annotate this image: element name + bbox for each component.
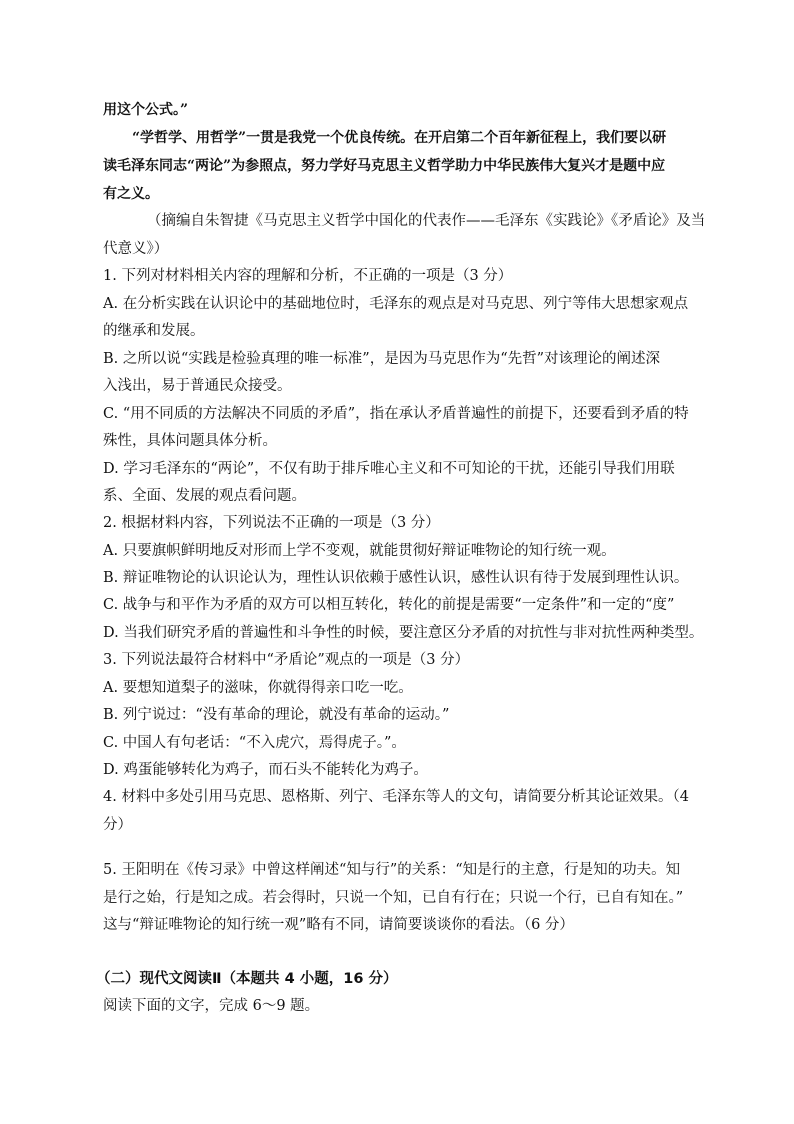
q2-option-b: B. 辩证唯物论的认识论认为，理性认识依赖于感性认识，感性认识有待于发展到理性认识。: [103, 570, 689, 586]
section-heading: （二）现代文阅读Ⅱ（本题共 4 小题，16 分）: [96, 971, 398, 987]
q1-option-d: D. 学习毛泽东的“两论”，不仅有助于排斥唯心主义和不可知论的干扰，还能引导我们用联: [103, 461, 675, 477]
q3-option-d: D. 鸡蛋能够转化为鸡子，而石头不能转化为鸡子。: [103, 762, 428, 778]
source-citation: 代意义》）: [103, 241, 169, 257]
q1-option-b: B. 之所以说“实践是检验真理的唯一标准”，是因为马克思作为“先哲”对该理论的阐述深: [103, 351, 661, 367]
q1-option-c: C. “用不同质的方法解决不同质的矛盾”，指在承认矛盾普遍性的前提下，还要看到矛盾的特: [103, 406, 689, 422]
question-4: 4. 材料中多处引用马克思、恩格斯、列宁、毛泽东等人的文句，请简要分析其论证效果。（4: [103, 789, 689, 805]
question-4: 分）: [103, 817, 132, 833]
q3-option-b: B. 列宁说过：“没有革命的理论，就没有革命的运动。”: [103, 707, 450, 723]
question-2-stem: 2. 根据材料内容，下列说法不正确的一项是（3 分）: [103, 515, 440, 531]
question-3-stem: 3. 下列说法最符合材料中“矛盾论”观点的一项是（3 分）: [103, 652, 470, 668]
q1-option-a: A. 在分析实践在认识论中的基础地位时，毛泽东的观点是对马克思、列宁等伟大思想家观点: [103, 296, 689, 312]
passage-line: 有之义。: [103, 186, 159, 202]
passage-line: 用这个公式。”: [103, 102, 189, 118]
section-instruction: 阅读下面的文字，完成 6～9 题。: [103, 998, 320, 1014]
q2-option-a: A. 只要旗帜鲜明地反对形而上学不变观，就能贯彻好辩证唯物论的知行统一观。: [103, 543, 616, 559]
passage-line: 读毛泽东同志“两论”为参照点，努力学好马克思主义哲学助力中华民族伟大复兴才是题中应: [103, 158, 666, 174]
question-1-stem: 1. 下列对材料相关内容的理解和分析，不正确的一项是（3 分）: [103, 268, 513, 284]
source-citation: （摘编自朱智捷《马克思主义哲学中国化的代表作——毛泽东《实践论》《矛盾论》及当: [147, 213, 706, 229]
q2-option-d: D. 当我们研究矛盾的普遍性和斗争性的时候，要注意区分矛盾的对抗性与非对抗性两种类型。: [103, 625, 704, 641]
q1-option-b: 入浅出，易于普通民众接受。: [103, 378, 292, 394]
passage-line: “学哲学、用哲学”一贯是我党一个优良传统。在开启第二个百年新征程上，我们要以研: [132, 130, 667, 146]
q1-option-a: 的继承和发展。: [103, 323, 205, 339]
q1-option-d: 系、全面、发展的观点看问题。: [103, 488, 306, 504]
q3-option-a: A. 要想知道梨子的滋味，你就得得亲口吃一吃。: [103, 680, 413, 696]
question-5: 5. 王阳明在《传习录》中曾这样阐述“知与行”的关系：“知是行的主意，行是知的功夫。知: [103, 862, 681, 878]
q2-option-c: C. 战争与和平作为矛盾的双方可以相互转化，转化的前提是需要“一定条件”和一定的“度”: [103, 597, 675, 613]
q1-option-c: 殊性，具体问题具体分析。: [103, 433, 277, 449]
question-5: 这与“辩证唯物论的知行统一观”略有不同，请简要谈谈你的看法。（6 分）: [103, 917, 574, 933]
q3-option-c: C. 中国人有句老话：“不入虎穴，焉得虎子。”。: [103, 735, 406, 751]
question-5: 是行之始，行是知之成。若会得时，只说一个知，已自有行在；只说一个行，已自有知在。”: [103, 890, 684, 906]
